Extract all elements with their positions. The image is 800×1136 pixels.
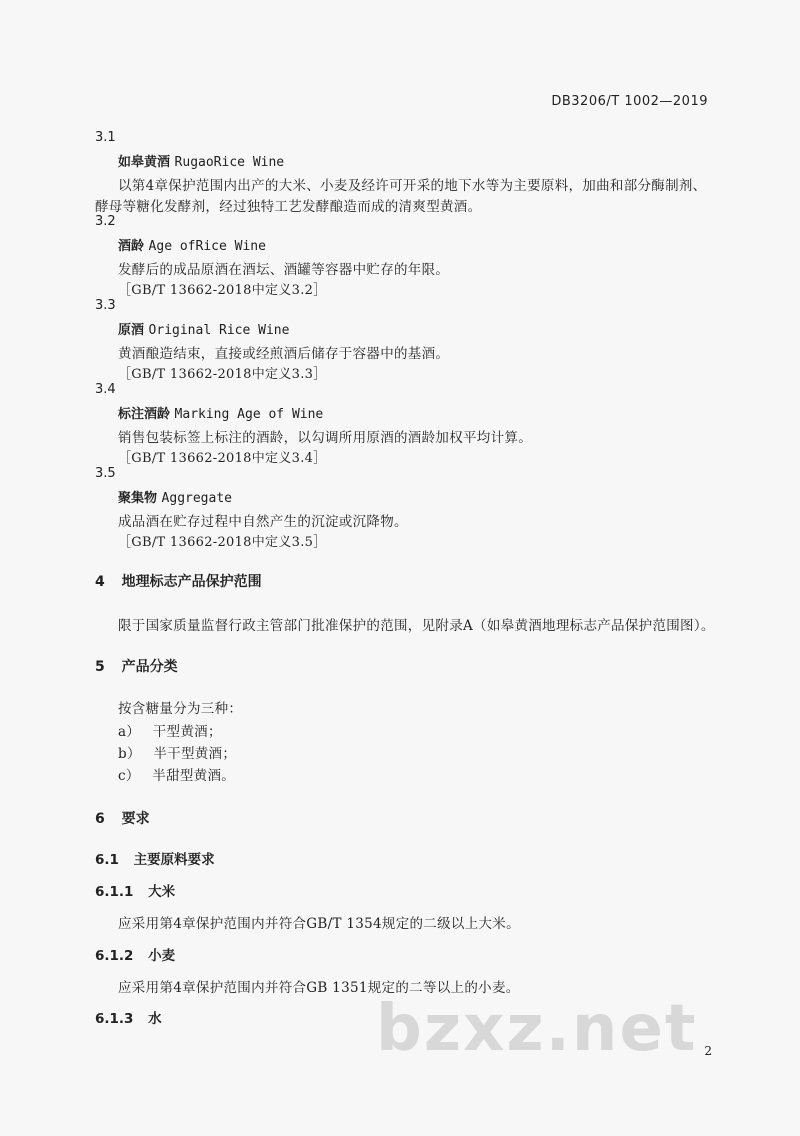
clause-title: 水 xyxy=(148,1011,162,1027)
clause-heading xyxy=(95,880,175,900)
list-marker: a） xyxy=(118,724,141,740)
term-title xyxy=(118,487,232,506)
clause-number: 6.1.1 xyxy=(95,884,134,900)
list-item xyxy=(118,742,236,762)
watermark: bzxz.net xyxy=(376,992,698,1066)
list-text: 干型黄酒； xyxy=(152,724,222,740)
term-number: 3.5 xyxy=(95,466,116,481)
term-definition-line: 黄酒酿造结束，直接或经煎酒后储存于容器中的基酒。 xyxy=(118,346,450,362)
clause-title: 小麦 xyxy=(148,948,176,964)
list-item xyxy=(118,720,222,740)
term-title xyxy=(118,151,284,170)
term-number: 3.1 xyxy=(95,130,116,145)
term-definition-line: 成品酒在贮存过程中自然产生的沉淀或沉降物。 xyxy=(118,514,408,530)
term-source-ref: ［GB/T 13662-2018中定义3.3］ xyxy=(118,367,327,382)
section-number: 5 xyxy=(95,659,105,675)
clause-number: 6.1.2 xyxy=(95,948,134,964)
term-title-en: Aggregate xyxy=(161,491,232,506)
term-title xyxy=(118,319,289,338)
term-definition-line: 销售包装标签上标注的酒龄，以勾调所用原酒的酒龄加权平均计算。 xyxy=(118,430,532,446)
section-number: 4 xyxy=(95,574,105,590)
section-paragraph: 限于国家质量监督行政主管部门批准保护的范围，见附录A（如皋黄酒地理标志产品保护范围图）。 xyxy=(118,618,715,634)
clause-heading xyxy=(95,1007,162,1027)
section-heading xyxy=(95,571,262,591)
term-number: 3.3 xyxy=(95,298,116,313)
standard-number: DB3206/T 1002—2019 xyxy=(551,94,708,109)
clause-title: 大米 xyxy=(148,884,176,900)
subsection-title: 主要原料要求 xyxy=(133,852,215,868)
term-title-en: Original Rice Wine xyxy=(148,323,290,338)
clause-paragraph: 应采用第4章保护范围内并符合GB/T 1354规定的二级以上大米。 xyxy=(118,916,520,932)
term-definition-line: 酵母等糖化发酵剂，经过独特工艺发酵酿造而成的清爽型黄酒。 xyxy=(95,199,482,215)
section-title: 产品分类 xyxy=(121,659,178,675)
term-source-ref: ［GB/T 13662-2018中定义3.4］ xyxy=(118,451,327,466)
term-source-ref: ［GB/T 13662-2018中定义3.5］ xyxy=(118,535,327,550)
section-title: 地理标志产品保护范围 xyxy=(121,574,262,590)
subsection-heading xyxy=(95,848,215,868)
list-text: 半甜型黄酒。 xyxy=(152,768,236,784)
term-title xyxy=(118,403,323,422)
term-source-ref: ［GB/T 13662-2018中定义3.2］ xyxy=(118,283,327,298)
term-title-cn: 聚集物 xyxy=(118,491,158,506)
section-number: 6 xyxy=(95,811,105,827)
term-number: 3.4 xyxy=(95,382,116,397)
term-title-cn: 酒龄 xyxy=(118,239,145,254)
term-number: 3.2 xyxy=(95,214,116,229)
clause-paragraph: 应采用第4章保护范围内并符合GB 1351规定的二等以上的小麦。 xyxy=(118,980,520,996)
section-paragraph: 按含糖量分为三种： xyxy=(118,701,243,717)
list-marker: c） xyxy=(118,768,140,784)
term-title-cn: 如皋黄酒 xyxy=(118,155,171,170)
page-number: 2 xyxy=(704,1044,712,1058)
term-title-en: Marking Age of Wine xyxy=(174,407,324,422)
term-definition-line: 发酵后的成品原酒在酒坛、酒罐等容器中贮存的年限。 xyxy=(118,262,450,278)
term-title-en: RugaoRice Wine xyxy=(174,155,285,170)
section-heading xyxy=(95,808,150,828)
list-marker: b） xyxy=(118,746,141,762)
list-item xyxy=(118,764,235,784)
subsection-number: 6.1 xyxy=(95,852,119,868)
list-text: 半干型黄酒； xyxy=(153,746,237,762)
section-title: 要求 xyxy=(121,811,150,827)
clause-heading xyxy=(95,944,175,964)
term-title xyxy=(118,235,266,254)
clause-number: 6.1.3 xyxy=(95,1011,134,1027)
section-heading xyxy=(95,656,178,676)
term-title-cn: 原酒 xyxy=(118,323,145,338)
term-title-en: Age ofRice Wine xyxy=(148,239,266,254)
term-definition-line: 以第4章保护范围内出产的大米、小麦及经许可开采的地下水等为主要原料，加曲和部分酶制剂、 xyxy=(118,178,707,194)
term-title-cn: 标注酒龄 xyxy=(118,407,171,422)
